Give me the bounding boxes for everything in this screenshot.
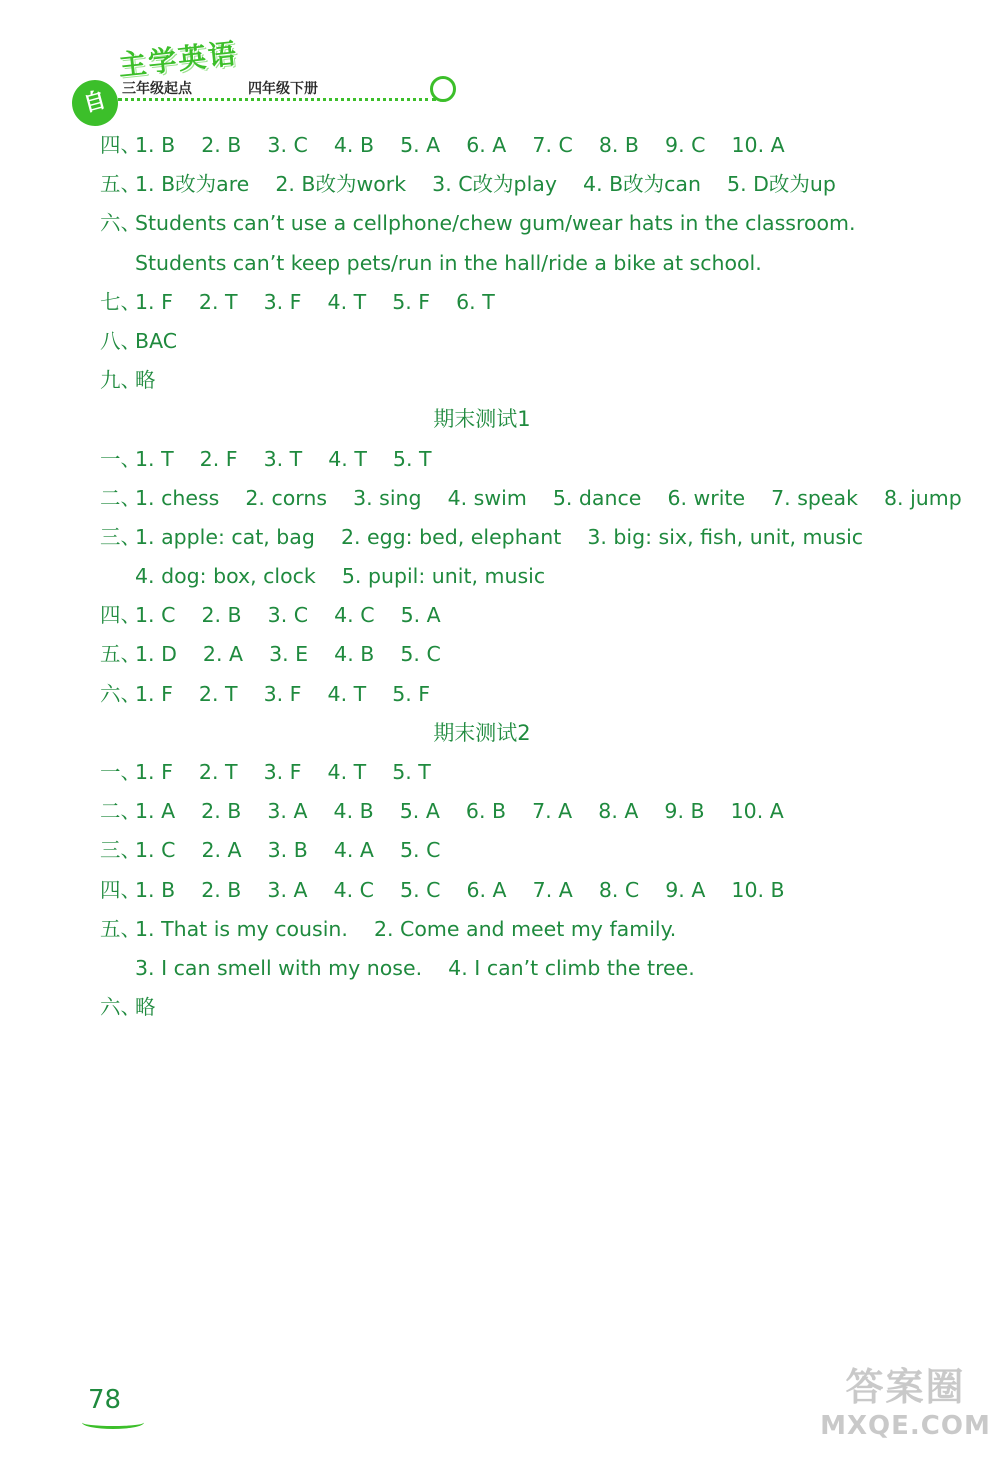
answer-line [100,792,960,831]
answer-text: 1. C 2. B 3. C 4. C 5. A [135,603,441,628]
logo-badge: 自 [67,75,123,131]
section-title-text: 期末测试1 [433,407,531,432]
answer-line-continuation: 4. dog: box, clock 5. pupil: unit, music [135,564,546,589]
question-number-label: 七、 [100,289,141,314]
question-number-label: 一、 [100,446,141,471]
answer-line [100,283,960,322]
answer-text: 1. T 2. F 3. T 4. T 5. T [135,446,432,471]
answer-line [100,204,960,243]
answer-text: 1. B改为are 2. B改为work 3. C改为play 4. B改为can 5. D改为up [135,172,836,197]
answer-text: 1. A 2. B 3. A 4. B 5. A 6. B 7. A 8. A 9. B 10. A [135,799,784,824]
section-title-text: 期末测试2 [433,720,531,745]
answer-text: 1. B 2. B 3. C 4. B 5. A 6. A 7. C 8. B 9. C 10. A [135,133,785,157]
question-number-label: 六、 [100,995,141,1020]
answer-line [100,910,960,949]
ring-ornament [430,76,456,102]
subtitle-volume: 四年级下册 [248,81,318,97]
question-number-label: 二、 [100,799,141,824]
question-number-label: 四、 [100,877,141,902]
question-number-label: 五、 [100,916,141,941]
answer-line [100,753,960,792]
answer-text: BAC [135,328,178,353]
answer-line [100,126,960,165]
answer-line [100,988,960,1027]
question-number-label: 六、 [100,211,141,236]
answer-line [100,635,960,674]
answer-line [100,871,960,910]
question-number-label: 三、 [100,524,141,549]
answer-text: 1. C 2. A 3. B 4. A 5. C [135,838,441,863]
answer-line [100,322,960,361]
answer-text: 略 [135,995,156,1020]
watermark [818,1356,993,1452]
answer-text: 1. B 2. B 3. A 4. C 5. C 6. A 7. A 8. C 9. A 10. B [135,877,785,902]
subtitle-start-grade: 三年级起点 [122,81,192,97]
book-header [70,28,470,118]
answer-text: 1. F 2. T 3. F 4. T 5. F [135,681,431,706]
answer-text: Students can’t use a cellphone/chew gum/wear hats in the classroom. [135,211,856,236]
question-number-label: 一、 [100,760,141,784]
answer-text: 1. That is my cousin. 2. Come and meet my family. [135,916,677,941]
question-number-label: 六、 [100,681,141,706]
answer-line [100,596,960,635]
section-title [100,714,960,753]
answer-text: 1. F 2. T 3. F 4. T 5. F 6. T [135,289,495,314]
question-number-label: 五、 [100,642,141,667]
watermark-cn: 答案圈 [845,1365,966,1409]
answer-text: 略 [135,368,156,393]
answer-text: 1. D 2. A 3. E 4. B 5. C [135,642,441,667]
page-number-swoosh [82,1416,144,1429]
answer-line-continuation: Students can’t keep pets/run in the hall/ride a bike at school. [135,250,762,275]
watermark-en: MXQE.COM [820,1411,991,1441]
question-number-label: 五、 [100,172,141,197]
answer-line [100,518,960,557]
section-title [100,400,960,439]
answer-line [100,831,960,870]
answer-line-continuation: 3. I can smell with my nose. 4. I can’t climb the tree. [135,955,695,980]
answer-text: 1. apple: cat, bag 2. egg: bed, elephant 3. big: six, fish, unit, music [135,524,864,549]
question-number-label: 四、 [100,133,141,157]
answer-content [100,126,960,1027]
question-number-label: 二、 [100,485,141,510]
question-number-label: 八、 [100,328,141,353]
question-number-label: 三、 [100,838,141,863]
answer-line [100,675,960,714]
answer-line [100,479,960,518]
dotted-rule [118,98,436,101]
question-number-label: 九、 [100,368,141,393]
answer-text: 1. chess 2. corns 3. sing 4. swim 5. dance 6. write 7. speak 8. jump [135,485,962,510]
logo-title: 主学英语 [116,36,240,83]
answer-line [100,440,960,479]
answer-line [100,361,960,400]
question-number-label: 四、 [100,603,141,628]
page-number: 78 [88,1385,122,1415]
answer-text: 1. F 2. T 3. F 4. T 5. T [135,760,431,784]
answer-line [100,165,960,204]
